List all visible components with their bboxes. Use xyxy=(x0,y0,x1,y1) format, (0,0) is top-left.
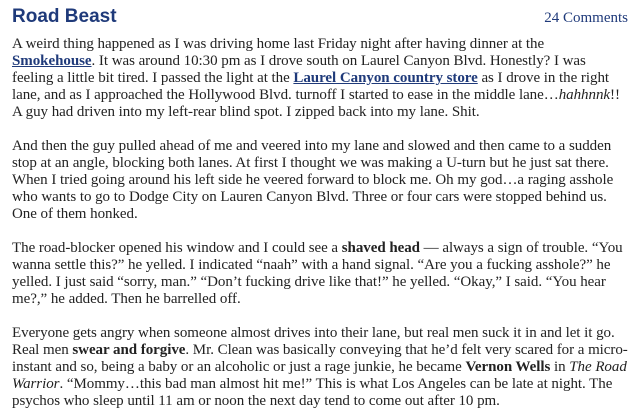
paragraph-1 xyxy=(12,36,628,121)
paragraph-2 xyxy=(12,138,628,223)
paragraph-text: . “Mommy…this bad man almost hit me!” This is what Los Angeles can be late at night. The psychos who sleep until 11 am or noon the next day tend to come out after 10 pm. xyxy=(12,376,613,409)
bold-text: Vernon Wells xyxy=(465,359,551,375)
bold-text: swear and forgive xyxy=(72,342,186,358)
paragraph-text: The road-blocker opened his window and I could see a xyxy=(12,240,342,256)
post-header xyxy=(12,6,628,36)
paragraph-text: . Mr. Clean was basically conveying that he’d felt very scared for a micro-instant and so, being a baby or an alcoholic or just a rage junkie, he became xyxy=(12,342,628,375)
country-store-link[interactable]: Laurel Canyon country store xyxy=(293,70,478,86)
paragraph-3 xyxy=(12,240,628,308)
paragraph-text: !! A guy had driven into my left-rear blind spot. I zipped back into my lane. Shit. xyxy=(12,87,620,120)
paragraph-text: And then the guy pulled ahead of me and veered into my lane and slowed and then came to a sudden stop at an angle, blocking both lanes. At first I thought we was making a U-turn but he just sat there. When I tried going around his left side he veered forward to block me. Oh my god…a raging asshole who wants to go to Dodge City on Lauren Canyon Blvd. Three or four cars were stopped behind us. One of them honked. xyxy=(12,138,614,222)
paragraph-4 xyxy=(12,325,628,410)
paragraph-text: as I drove in the right lane, and as I approached the Hollywood Blvd. turnoff I started to ease in the middle lane… xyxy=(12,70,610,103)
paragraph-text: . It was around 10:30 pm as I drove south on Laurel Canyon Blvd. Honestly? I was feeling a little bit tired. I passed the light at the xyxy=(12,53,586,86)
paragraph-text: in xyxy=(550,359,570,375)
paragraph-text: Everyone gets angry when someone almost drives into their lane, but real men suck it in and let it go. Real men xyxy=(12,325,615,358)
emphasis-text: hahhnnk xyxy=(558,87,610,103)
film-title: The Road Warrior xyxy=(12,359,627,392)
paragraph-text: — always a sign of trouble. “You wanna settle this?” he yelled. I indicated “naah” with a hand signal. “Are you a fucking asshole?” he yelled. I just said “sorry, man.” “Don’t fucking drive like that!” he yelled. “Okay,” I said. “You hear me?,” he added. Then he barrelled off. xyxy=(12,240,623,307)
smokehouse-link[interactable]: Smokehouse xyxy=(12,53,92,69)
comments-link[interactable]: 24 Comments xyxy=(544,10,628,26)
bold-text: shaved head xyxy=(341,240,420,256)
post-title: Road Beast xyxy=(12,6,117,27)
post-body xyxy=(12,36,628,410)
paragraph-text: A weird thing happened as I was driving home last Friday night after having dinner at the xyxy=(12,36,545,52)
